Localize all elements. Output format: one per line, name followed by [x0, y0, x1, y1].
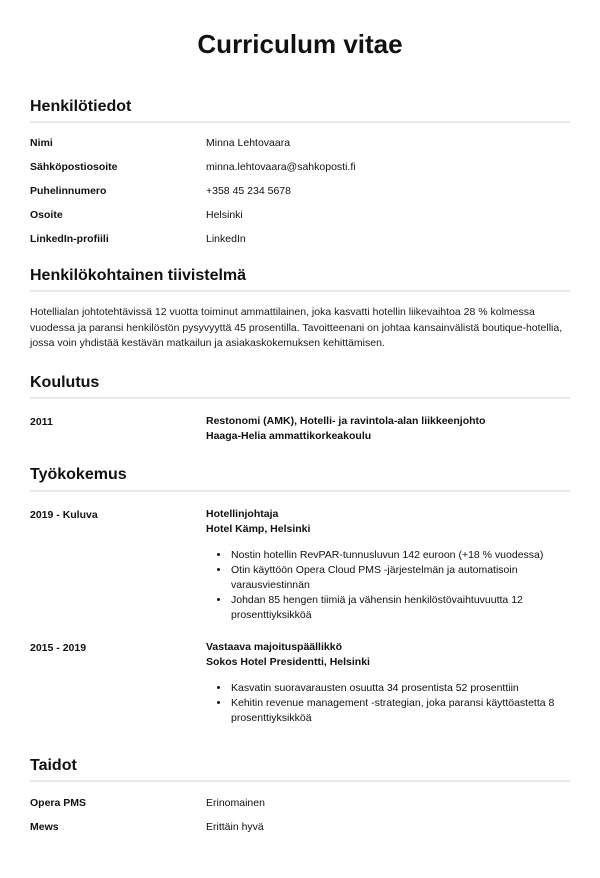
personal-label-email: Sähköpostiosoite [30, 160, 118, 173]
personal-label-phone: Puhelinnumero [30, 184, 107, 197]
section-education [30, 374, 570, 444]
job-1-bullet-1: • Nostin hotellin RevPAR-tunnusluvun 142 euroon (+18 % vuodessa) [230, 548, 570, 563]
job-2-period: 2015 - 2019 [30, 641, 87, 654]
education-degree: Restonomi (AMK), Hotelli- ja ravintola-alan liikkeenjohto [206, 415, 486, 428]
section-experience [30, 466, 570, 736]
personal-value-name: Minna Lehtovaara [206, 136, 291, 149]
job-1-company: Hotel Kämp, Helsinki [206, 522, 311, 535]
skill-row-opera-pms [30, 796, 570, 810]
job-1-bullet-3: • Johdan 85 hengen tiimiä ja vähensin henkilöstövaihtuvuutta 12 prosenttiyksikköä [230, 593, 570, 623]
job-1-title: Hotellinjohtaja [206, 507, 279, 520]
job-1-detail [206, 507, 570, 634]
education-period: 2011 [30, 416, 53, 429]
section-heading-personal: Henkilötiedot [30, 98, 570, 123]
personal-value-email: minna.lehtovaara@sahkoposti.fi [206, 160, 356, 173]
summary-paragraph: Hotellialan johtotehtävissä 12 vuotta toiminut ammattilainen, joka kasvatti hotellin liikevaihtoa 28 % kolmessa vuodessa ja paransi henkilöstön pysyvyyttä 45 prosentilla. Tavoitteenani on johtaa kansainvälistä boutique-hotellia, jossa voin yhdistää kestävän matkailun ja asiakaskokemuksen kehittämisen. [30, 306, 563, 350]
personal-value-address: Helsinki [206, 208, 243, 221]
job-1-bullets [206, 548, 570, 623]
job-2-bullet-2: • Kehitin revenue management -strategian, joka paransi käyttöastetta 8 prosenttiyksikköä [230, 696, 570, 726]
education-detail [206, 414, 570, 444]
skill-value-mews: Erittäin hyvä [206, 821, 264, 834]
section-heading-experience: Työkokemus [30, 466, 570, 491]
personal-row-email [30, 160, 570, 174]
personal-label-linkedin: LinkedIn-profiili [30, 232, 109, 245]
personal-value-phone: +358 45 234 5678 [206, 184, 291, 197]
personal-info-list [30, 136, 570, 246]
job-2-bullets [206, 681, 570, 726]
job-2-bullet-1: • Kasvatin suoravarausten osuutta 34 prosentista 52 prosenttiin [230, 681, 570, 696]
job-1-period: 2019 - Kuluva [30, 508, 98, 521]
skills-list [30, 796, 570, 834]
skill-label-mews: Mews [30, 821, 59, 834]
personal-label-name: Nimi [30, 136, 53, 149]
job-entry-1 [30, 507, 570, 634]
linkedin-link[interactable]: LinkedIn [206, 232, 246, 245]
job-entry-2 [30, 640, 570, 737]
skill-row-mews [30, 820, 570, 834]
job-2-company: Sokos Hotel Presidentti, Helsinki [206, 655, 370, 668]
personal-row-phone [30, 184, 570, 198]
page-title: Curriculum vitae [197, 29, 403, 59]
personal-row-address [30, 208, 570, 222]
personal-row-linkedin [30, 232, 570, 246]
education-entry [30, 414, 570, 444]
section-skills [30, 757, 570, 834]
personal-row-name [30, 136, 570, 150]
section-heading-summary: Henkilökohtainen tiivistelmä [30, 267, 570, 292]
section-summary [30, 267, 570, 352]
skill-value-opera-pms: Erinomainen [206, 797, 265, 810]
job-1-bullet-2: • Otin käyttöön Opera Cloud PMS -järjestelmän ja automatisoin varausviestinnän [230, 563, 570, 593]
cv-document [0, 30, 600, 878]
section-personal [30, 98, 570, 246]
job-2-detail [206, 640, 570, 737]
section-heading-education: Koulutus [30, 374, 570, 399]
personal-label-address: Osoite [30, 208, 63, 221]
education-school: Haaga-Helia ammattikorkeakoulu [206, 430, 372, 443]
skill-label-opera-pms: Opera PMS [30, 797, 87, 810]
job-2-title: Vastaava majoituspäällikkö [206, 640, 342, 653]
section-heading-skills: Taidot [30, 757, 570, 782]
